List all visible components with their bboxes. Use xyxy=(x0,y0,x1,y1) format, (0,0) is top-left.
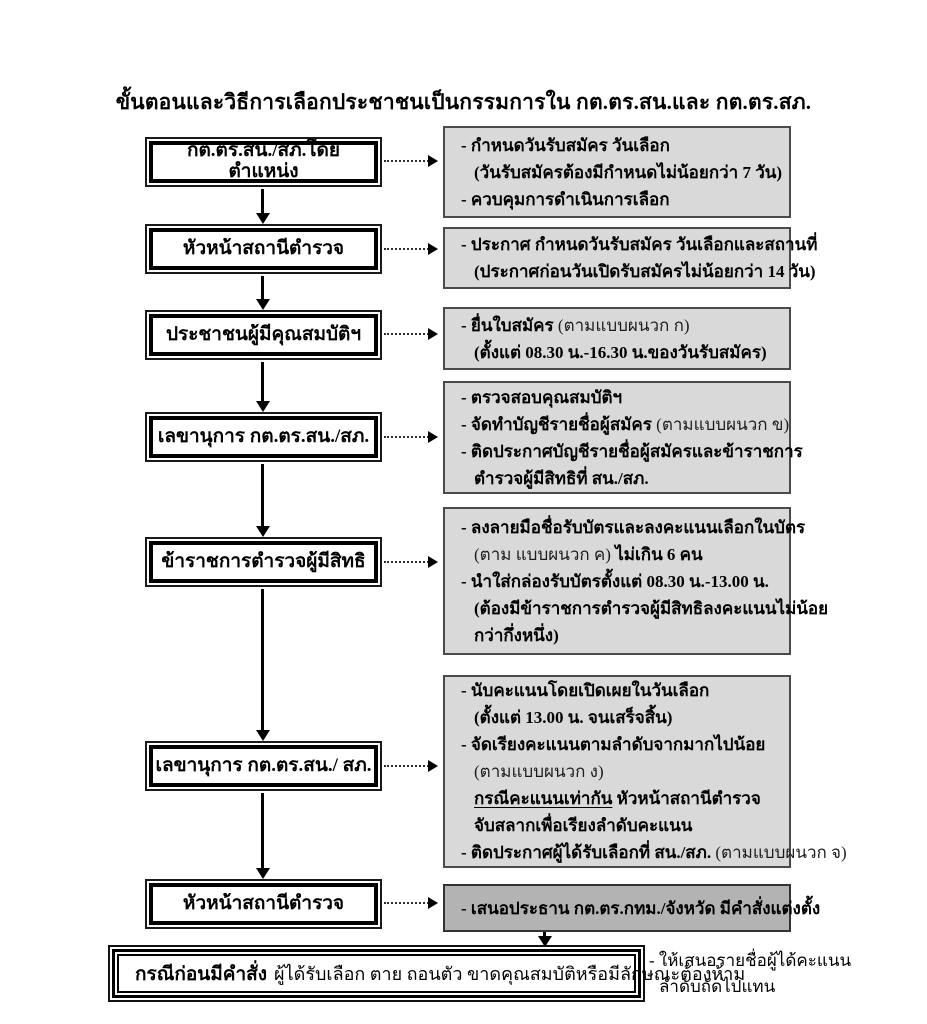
dashed-right-arrow-icon xyxy=(384,155,438,167)
note-box-6 xyxy=(443,675,847,868)
page-title: ขั้นตอนและวิธีการเลือกประชาชนเป็นกรรมการใน กต.ตร.สน.และ กต.ตร.สภ. xyxy=(115,90,812,114)
flow-step-label-3: ประชาชนผู้มีคุณสมบัติฯ xyxy=(149,314,378,356)
bottom-side-note xyxy=(649,948,851,1000)
flow-step-box-5 xyxy=(145,537,382,587)
note-line: - ยื่นใบสมัคร (ตามแบบผนวก ก) xyxy=(461,315,690,335)
down-arrow-icon xyxy=(256,189,270,224)
down-arrow-icon xyxy=(256,793,270,879)
note-box-4 xyxy=(443,381,803,494)
note-line: (ตั้งแต่ 08.30 น.-16.30 น.ของวันรับสมัคร) xyxy=(474,342,767,362)
note-line: - จัดเรียงคะแนนตามลำดับจากมากไปน้อย xyxy=(461,735,766,754)
note-line: - ติดประกาศบัญชีรายชื่อผู้สมัครและข้าราชการ xyxy=(461,441,803,461)
dashed-right-arrow-icon xyxy=(384,431,438,443)
down-arrow-icon xyxy=(256,362,270,412)
down-arrow-icon xyxy=(256,589,270,741)
flow-step-label-4: เลขานุการ กต.ตร.สน./สภ. xyxy=(149,416,378,458)
dashed-right-arrow-icon xyxy=(384,556,438,568)
down-arrow-icon xyxy=(256,464,270,537)
flow-step-label-5: ข้าราชการตำรวจผู้มีสิทธิ xyxy=(149,541,378,583)
flow-step-label-1: กต.ตร.สน./สภ.โดยตำแหน่ง xyxy=(149,141,378,183)
flow-step-box-4 xyxy=(145,412,382,462)
note-line: จับสลากเพื่อเรียงลำดับคะแนน xyxy=(474,816,693,835)
dashed-right-arrow-icon xyxy=(384,897,438,909)
note-line: - จัดทำบัญชีรายชื่อผู้สมัคร (ตามแบบผนวก ข) xyxy=(461,414,790,434)
note-box-7 xyxy=(443,884,821,932)
flow-step-box-3 xyxy=(145,310,382,360)
note-line: - เสนอประธาน กต.ตร.กทม./จังหวัด มีคำสั่งแต่งตั้ง xyxy=(461,898,821,918)
note-line: ตำรวจผู้มีสิทธิที่ สน./สภ. xyxy=(474,468,649,488)
flow-step-box-2 xyxy=(145,224,382,274)
note-line: (ตั้งแต่ 13.00 น. จนเสร็จสิ้น) xyxy=(474,708,673,727)
bottom-case-lead: กรณีก่อนมีคำสั่ง xyxy=(135,963,268,985)
note-line: - ติดประกาศผู้ได้รับเลือกที่ สน./สภ. (ตามแบบผนวก จ) xyxy=(461,843,847,862)
note-line: - ลงลายมือชื่อรับบัตรและลงคะแนนเลือกในบัตร xyxy=(461,517,806,537)
dashed-right-arrow-icon xyxy=(384,760,438,772)
note-line: (ประกาศก่อนวันเปิดรับสมัครไม่น้อยกว่า 14 วัน) xyxy=(474,262,816,281)
note-line: (ต้องมีข้าราชการตำรวจผู้มีสิทธิลงคะแนนไม่น้อย xyxy=(474,598,829,618)
note-line: กว่ากึ่งหนึ่ง) xyxy=(474,625,559,645)
note-line: (ตามแบบผนวก ง) xyxy=(474,762,604,781)
flow-step-box-1 xyxy=(145,137,382,187)
dashed-right-arrow-icon xyxy=(384,328,438,340)
note-line: (วันรับสมัครต้องมีกำหนดไม่น้อยกว่า 7 วัน) xyxy=(474,162,783,182)
down-arrow-icon xyxy=(256,276,270,310)
flow-step-box-7 xyxy=(145,879,382,929)
note-line: - นำใส่กล่องรับบัตรตั้งแต่ 08.30 น.-13.00 น. xyxy=(461,571,769,591)
note-line: - ควบคุมการดำเนินการเลือก xyxy=(461,189,670,209)
side-note-line-1: - ให้เสนอรายชื่อผู้ได้คะแนน xyxy=(649,951,852,970)
flow-step-label-2: หัวหน้าสถานีตำรวจ xyxy=(149,228,378,270)
note-box-3 xyxy=(443,307,791,370)
note-line: - กำหนดวันรับสมัคร วันเลือก xyxy=(461,135,670,155)
note-line: - ประกาศ กำหนดวันรับสมัคร วันเลือกและสถานที่ xyxy=(461,235,818,254)
flow-step-label-7: หัวหน้าสถานีตำรวจ xyxy=(149,883,378,925)
side-note-line-2: ลำดับถัดไปแทน xyxy=(659,977,776,996)
note-line: - นับคะแนนโดยเปิดเผยในวันเลือก xyxy=(461,681,710,700)
flow-step-box-6 xyxy=(145,741,382,791)
note-line: กรณีคะแนนเท่ากัน หัวหน้าสถานีตำรวจ xyxy=(474,789,761,808)
note-box-1 xyxy=(443,126,791,218)
note-line: (ตาม แบบผนวก ค) ไม่เกิน 6 คน xyxy=(474,544,703,564)
bottom-case-text: ผู้ได้รับเลือก ตาย ถอนตัว ขาดคุณสมบัติหรือมีลักษณะต้องห้าม xyxy=(274,964,746,984)
note-box-2 xyxy=(443,227,818,289)
dashed-right-arrow-icon xyxy=(384,243,438,255)
note-box-5 xyxy=(443,507,829,655)
flow-step-label-6: เลขานุการ กต.ตร.สน./ สภ. xyxy=(149,745,378,787)
note-line: - ตรวจสอบคุณสมบัติฯ xyxy=(461,387,623,407)
